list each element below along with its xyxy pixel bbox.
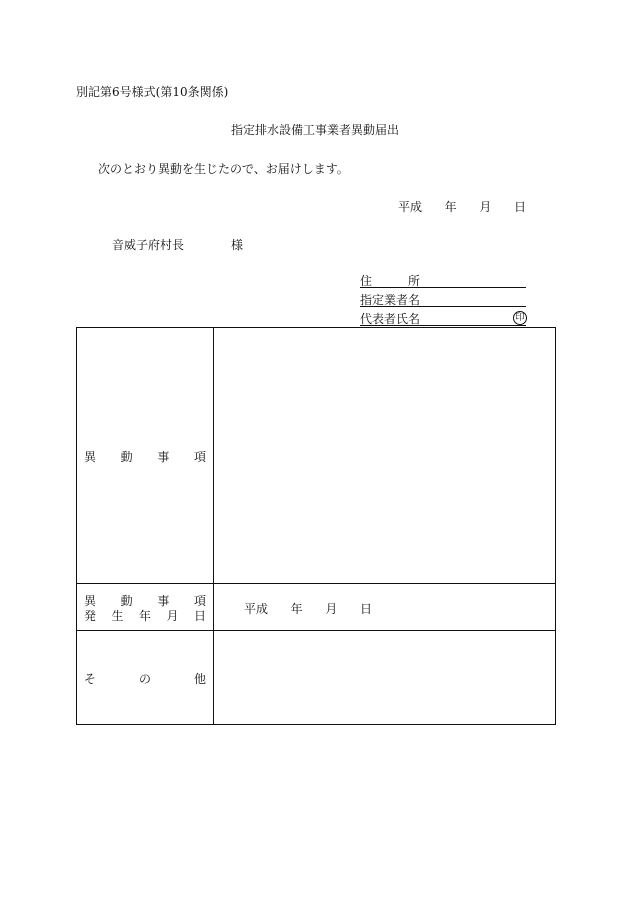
label-char: 月 [166,609,179,623]
label-char: 年 [138,609,151,623]
seal-icon: 印 [513,311,527,325]
date-day: 日 [513,200,526,214]
business-name-field[interactable] [360,291,526,307]
address-field[interactable] [360,272,526,288]
addressee-name: 音威子府村長 [112,238,185,252]
addressee-honorific: 様 [231,238,244,252]
label-char: 発 [84,609,97,623]
label-char: 他 [193,672,206,686]
label-char: 動 [120,594,133,608]
date-month: 月 [479,200,492,214]
intro-text: 次のとおり異動を生じたので、お届けします。 [98,162,349,176]
representative-label: 代表者氏名 [360,312,421,326]
date-era: 平成 [398,200,423,214]
label-char: 動 [120,450,133,464]
label-char: 項 [193,594,206,608]
change-item-input[interactable] [214,328,556,583]
address-label-char: 住 [360,274,373,288]
label-char: 生 [111,609,124,623]
address-label [360,272,420,289]
label-char: 異 [84,450,97,464]
date-year: 年 [444,200,457,214]
label-char: 項 [193,450,206,464]
change-item-label [84,448,206,465]
label-char: の [138,672,151,686]
document-title: 指定排水設備工事業者異動届出 [231,123,400,137]
label-char: 事 [157,450,170,464]
date-month: 月 [325,602,338,616]
address-label-char: 所 [407,274,420,288]
label-char: 日 [193,609,206,623]
table-row-divider [77,583,555,584]
date-era: 平成 [244,602,269,616]
label-char: 異 [84,594,97,608]
occurrence-date-label-line2 [84,607,206,624]
change-details-table [76,327,556,725]
form-number: 別記第6号様式(第10条関係) [76,85,229,99]
other-label [84,670,206,687]
label-char: 事 [157,594,170,608]
occurrence-date-value[interactable] [244,600,372,617]
date-year: 年 [290,602,303,616]
other-input[interactable] [214,631,556,725]
date-day: 日 [359,602,372,616]
representative-field[interactable] [360,310,526,326]
business-name-label: 指定業者名 [360,293,421,307]
submission-date [398,198,526,215]
label-char: そ [84,672,97,686]
